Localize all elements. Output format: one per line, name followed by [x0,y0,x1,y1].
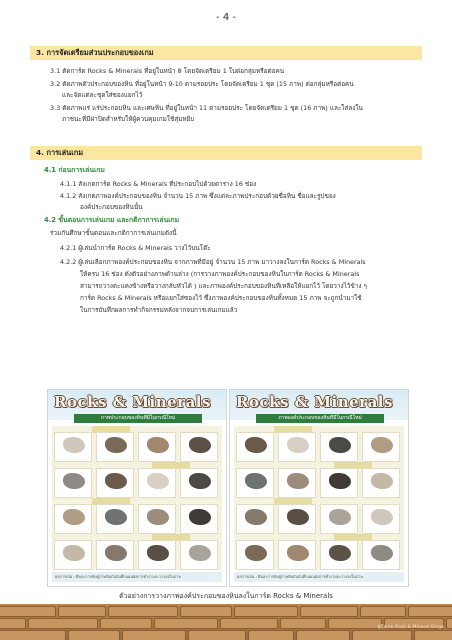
card-grid [52,426,222,570]
rock-image [189,545,211,561]
card-title: Rocks & Minerals [236,393,393,411]
rock-image [287,509,309,525]
stone-brick [122,630,186,640]
subsection-heading: 4.2 ขั้นตอนการเล่นเกม และกติกาการเล่นเกม [44,216,180,224]
rock-tile [362,540,400,570]
rock-tile [362,432,400,462]
page-number: - 4 - [216,12,236,23]
rock-image [329,545,351,561]
subsection-line: 4.2.2 ผู้เล่นเลือกภาพองค์ประกอบของหิน จากภาพที่มีอยู่ จำนวน 15 ภาพ มาวางลงในการ์ด Rocks & Minerals [60,258,366,266]
stone-brick [108,606,178,617]
stone-brick [446,618,452,629]
subsection-line: 4.1.1 สังเกตการ์ด Rocks & Minerals ที่ประกอบไปด้วยตาราง 16 ช่อง [60,180,257,188]
card-footer: ผลการเล่น : ทีมละการจับคู่ภาพหินกับบันทึกแผนผังการทำงานจะวางลงในภาพ [52,572,222,582]
rock-image [105,437,127,453]
stone-brick [0,630,66,640]
subsection-line: องค์ประกอบของหินนั้น [80,203,143,211]
rock-tile [320,540,358,570]
rock-tile [138,432,176,462]
rock-tile [278,432,316,462]
subsection-line: 4.2.1 ผู้เล่นนำการ์ด Rocks & Minerals วางไว้บนโต๊ะ [60,244,211,252]
rock-tile [278,468,316,498]
card-grid [234,426,404,570]
rock-image [147,437,169,453]
rock-image [189,473,211,489]
rock-tile [180,468,218,498]
card-header [48,390,226,420]
card-subtitle: ภาพองค์ประกอบของหินที่มีในกรณีใหม่ [256,414,384,423]
subsection-line: ให้ครบ 16 ช่อง ดังตัวอย่างภาพด้านล่าง (การวางภาพองค์ประกอบของหินในการ์ด Rocks & Minerals [80,270,360,278]
rock-image [189,509,211,525]
stone-brick [328,618,382,629]
stone-brick [414,630,452,640]
rock-tile [96,540,134,570]
rock-tile [180,504,218,534]
section3-line: และจัดแต่ละชุดใส่ซองแยกไว้ [62,91,143,99]
rock-tile [138,468,176,498]
rock-image [371,473,393,489]
rock-tile [180,540,218,570]
section3-line: 3.2 ตัดภาพตัวประกอบของหิน ที่อยู่ในหน้า 9-10 ตามรอยประ โดยจัดเตรียม 1 ชุด (15 ภาพ) ต่อกลุ่มหรือต่อคน [50,80,354,88]
rock-image [105,473,127,489]
rock-image [371,509,393,525]
rock-image [329,437,351,453]
rock-image [63,545,85,561]
rock-image [287,473,309,489]
rock-tile [320,468,358,498]
rocks-minerals-card-right [229,389,409,587]
rock-tile [96,504,134,534]
stone-brick [360,606,406,617]
rock-tile [278,504,316,534]
rock-tile [320,432,358,462]
rock-tile [54,468,92,498]
stone-brick [300,606,358,617]
rock-image [147,509,169,525]
rock-image [147,545,169,561]
rock-image [287,437,309,453]
card-footer: ผลการเล่น : ทีมละการจับคู่ภาพหินกับบันทึกแผนผังการทำงานจะวางลงในภาพ [234,572,404,582]
stone-brick [100,618,152,629]
section3-line: ภาชนะที่มีฝาปิดสำหรับให้ผู้ควบคุมเกมใช้สุ่มหยิบ [62,115,195,123]
rock-tile [138,540,176,570]
rock-tile [54,432,92,462]
stone-brick [296,630,350,640]
rock-image [245,509,267,525]
rock-image [63,509,85,525]
rock-tile [96,468,134,498]
stone-brick [280,618,326,629]
stone-brick [28,618,98,629]
rock-tile [54,540,92,570]
rock-tile [362,504,400,534]
section3-line: 3.3 ตัดภาพแร่ แร่ประกอบหิน และเศษหิน ที่อยู่ในหน้า 11 ตามรอยประ โดยจัดเตรียม 1 ชุด (16 ภาพ) และใส่ลงใน [50,104,363,112]
stone-brick [0,618,26,629]
subsection-line: ในการบันทึกผลการทำกิจกรรมหลังจากจบการเล่นเกมแล้ว [80,306,238,314]
rock-image [189,437,211,453]
rock-tile [362,468,400,498]
rock-image [245,473,267,489]
section4-heading: 4. การเล่นเกม [30,146,422,160]
rock-image [329,473,351,489]
section3-line: 3.1 ตัดการ์ด Rocks & Minerals ที่อยู่ในหน้า 8 โดยจัดเตรียม 1 ใบต่อกลุ่มหรือต่อคน [50,67,285,75]
rock-image [105,509,127,525]
stone-brick [180,606,232,617]
rock-tile [236,504,274,534]
rocks-minerals-card-left [47,389,227,587]
rock-image [105,545,127,561]
subsection-heading: 4.1 ก่อนการเล่นเกม [44,166,105,174]
rock-image [329,509,351,525]
subsection-line: สามารถวางตะแคงข้างหรือวางกลับหัวได้ ) และภาพองค์ประกอบของหินที่เหลือให้แยกไว้ โดยวางไว้ข้าง ๆ [80,282,367,290]
rock-tile [236,432,274,462]
card-subtitle: ภาพประกอบของหินที่มีในกรณีใหม่ [74,414,202,423]
stone-brick [68,630,120,640]
subsection-intro: ร่วมกันศึกษาขั้นตอนและกติกาการเล่นเกมดังนี้ [50,229,177,237]
rock-tile [54,504,92,534]
stone-brick [58,606,106,617]
rock-image [371,437,393,453]
rock-tile [180,432,218,462]
rock-tile [320,504,358,534]
card-header [230,390,408,420]
rock-image [147,473,169,489]
stone-brick [234,606,298,617]
rock-image [63,437,85,453]
stone-brick [352,630,412,640]
figure-caption: ตัวอย่างการวางภาพองค์ประกอบของหินลงในการ์ด Rocks & Minerals [119,592,333,600]
stone-brick [248,630,294,640]
rock-image [371,545,393,561]
rock-tile [236,468,274,498]
footer-note: คู่มือเกม Rock & Mineral Bingo [377,625,444,630]
stone-wall-decoration [0,604,452,640]
subsection-line: การ์ด Rocks & Minerals หรือแยกใส่ซองไว้ ซึ่งภาพองค์ประกอบของหินทั้งหมด 15 ภาพ จะถูกนำมาใช้ [80,294,362,302]
rock-image [63,473,85,489]
stone-brick [188,630,246,640]
stone-brick [0,606,56,617]
rock-tile [96,432,134,462]
rock-tile [278,540,316,570]
section3-heading: 3. การจัดเตรียมส่วนประกอบของเกม [30,46,422,60]
rock-image [245,545,267,561]
rock-image [245,437,267,453]
subsection-line: 4.1.2 สังเกตภาพองค์ประกอบของหิน จำนวน 15 ภาพ ซึ่งแต่ละภาพประกอบด้วยชื่อหิน ชื่อและรูปของ [60,192,336,200]
rock-tile [138,504,176,534]
card-title: Rocks & Minerals [54,393,211,411]
stone-brick [154,618,218,629]
rock-tile [236,540,274,570]
stone-brick [220,618,278,629]
stone-brick [408,606,452,617]
rock-image [287,545,309,561]
